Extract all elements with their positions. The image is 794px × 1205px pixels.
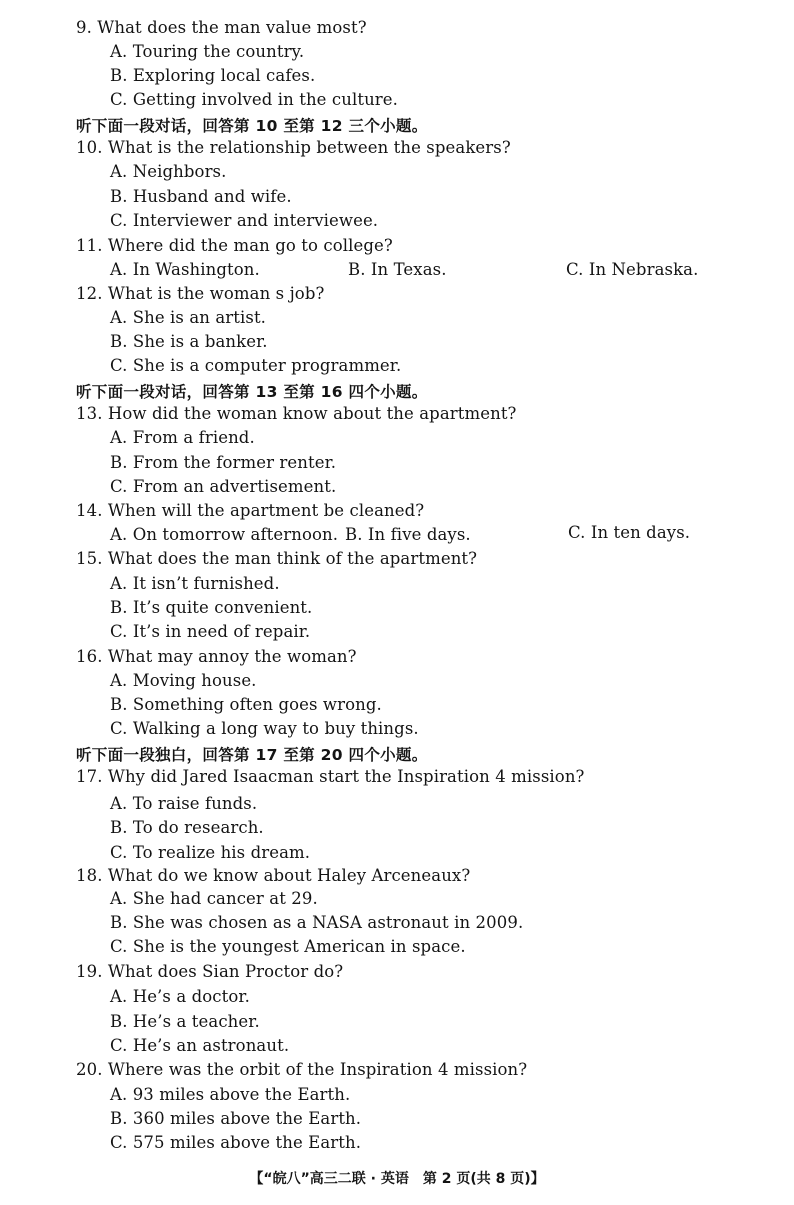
question-19-option-c: C. He’s an astronaut. <box>110 1036 290 1055</box>
question-14-option-b: B. In five days. <box>345 525 471 544</box>
question-14-stem: 14. When will the apartment be cleaned? <box>76 501 425 520</box>
question-11-option-a: A. In Washington. <box>110 260 260 279</box>
question-17-option-b: B. To do research. <box>110 818 264 837</box>
question-13-option-c: C. From an advertisement. <box>110 477 337 496</box>
question-11-option-b: B. In Texas. <box>348 260 447 279</box>
question-12-option-b: B. She is a banker. <box>110 332 268 351</box>
question-19-stem: 19. What does Sian Proctor do? <box>76 962 344 981</box>
question-19-option-a: A. He’s a doctor. <box>110 987 250 1006</box>
question-20-option-c: C. 575 miles above the Earth. <box>110 1133 362 1152</box>
question-16-option-a: A. Moving house. <box>110 671 257 690</box>
question-18-option-b: B. She was chosen as a NASA astronaut in 2009. <box>110 913 524 932</box>
question-16-option-c: C. Walking a long way to buy things. <box>110 719 419 738</box>
question-18-option-a: A. She had cancer at 29. <box>110 889 318 908</box>
question-12-option-a: A. She is an artist. <box>110 308 267 327</box>
question-13-option-b: B. From the former renter. <box>110 453 337 472</box>
question-15-option-a: A. It isn’t furnished. <box>110 574 280 593</box>
question-15-option-c: C. It’s in need of repair. <box>110 622 311 641</box>
question-20-option-b: B. 360 miles above the Earth. <box>110 1109 362 1128</box>
question-15-stem: 15. What does the man think of the apartment? <box>76 549 478 568</box>
question-17-option-a: A. To raise funds. <box>110 794 258 813</box>
question-12-option-c: C. She is a computer programmer. <box>110 356 402 375</box>
question-16-option-b: B. Something often goes wrong. <box>110 695 382 714</box>
question-15-option-b: B. It’s quite convenient. <box>110 598 313 617</box>
question-18-option-c: C. She is the youngest American in space. <box>110 937 466 956</box>
question-20-stem: 20. Where was the orbit of the Inspiration 4 mission? <box>76 1060 528 1079</box>
question-9-stem: 9. What does the man value most? <box>76 18 367 37</box>
question-19-option-b: B. He’s a teacher. <box>110 1012 260 1031</box>
question-17-option-c: C. To realize his dream. <box>110 843 311 862</box>
question-14-option-c: C. In ten days. <box>568 523 691 542</box>
question-9-option-a: A. Touring the country. <box>110 42 305 61</box>
question-10-option-a: A. Neighbors. <box>110 162 227 181</box>
question-16-stem: 16. What may annoy the woman? <box>76 647 357 666</box>
question-14-option-a: A. On tomorrow afternoon. <box>110 525 339 544</box>
question-11-option-c: C. In Nebraska. <box>566 260 699 279</box>
question-20-option-a: A. 93 miles above the Earth. <box>110 1085 351 1104</box>
question-11-stem: 11. Where did the man go to college? <box>76 236 393 255</box>
section-instruction-13-16: 听下面一段对话，回答第 13 至第 16 四个小题。 <box>76 383 428 401</box>
question-18-stem: 18. What do we know about Haley Arceneaux? <box>76 866 471 885</box>
question-17-stem: 17. Why did Jared Isaacman start the Inspiration 4 mission? <box>76 767 585 786</box>
section-instruction-10-12: 听下面一段对话，回答第 10 至第 12 三个小题。 <box>76 117 428 135</box>
question-10-option-c: C. Interviewer and interviewee. <box>110 211 379 230</box>
page-footer: 【“皖八”高三二联 · 英语 第 2 页(共 8 页)】 <box>249 1171 545 1187</box>
question-10-stem: 10. What is the relationship between the speakers? <box>76 138 511 157</box>
question-13-option-a: A. From a friend. <box>110 428 255 447</box>
question-12-stem: 12. What is the woman s job? <box>76 284 325 303</box>
question-9-option-c: C. Getting involved in the culture. <box>110 90 398 109</box>
section-instruction-17-20: 听下面一段独白，回答第 17 至第 20 四个小题。 <box>76 746 428 764</box>
question-13-stem: 13. How did the woman know about the apartment? <box>76 404 517 423</box>
question-9-option-b: B. Exploring local cafes. <box>110 66 316 85</box>
question-10-option-b: B. Husband and wife. <box>110 187 292 206</box>
